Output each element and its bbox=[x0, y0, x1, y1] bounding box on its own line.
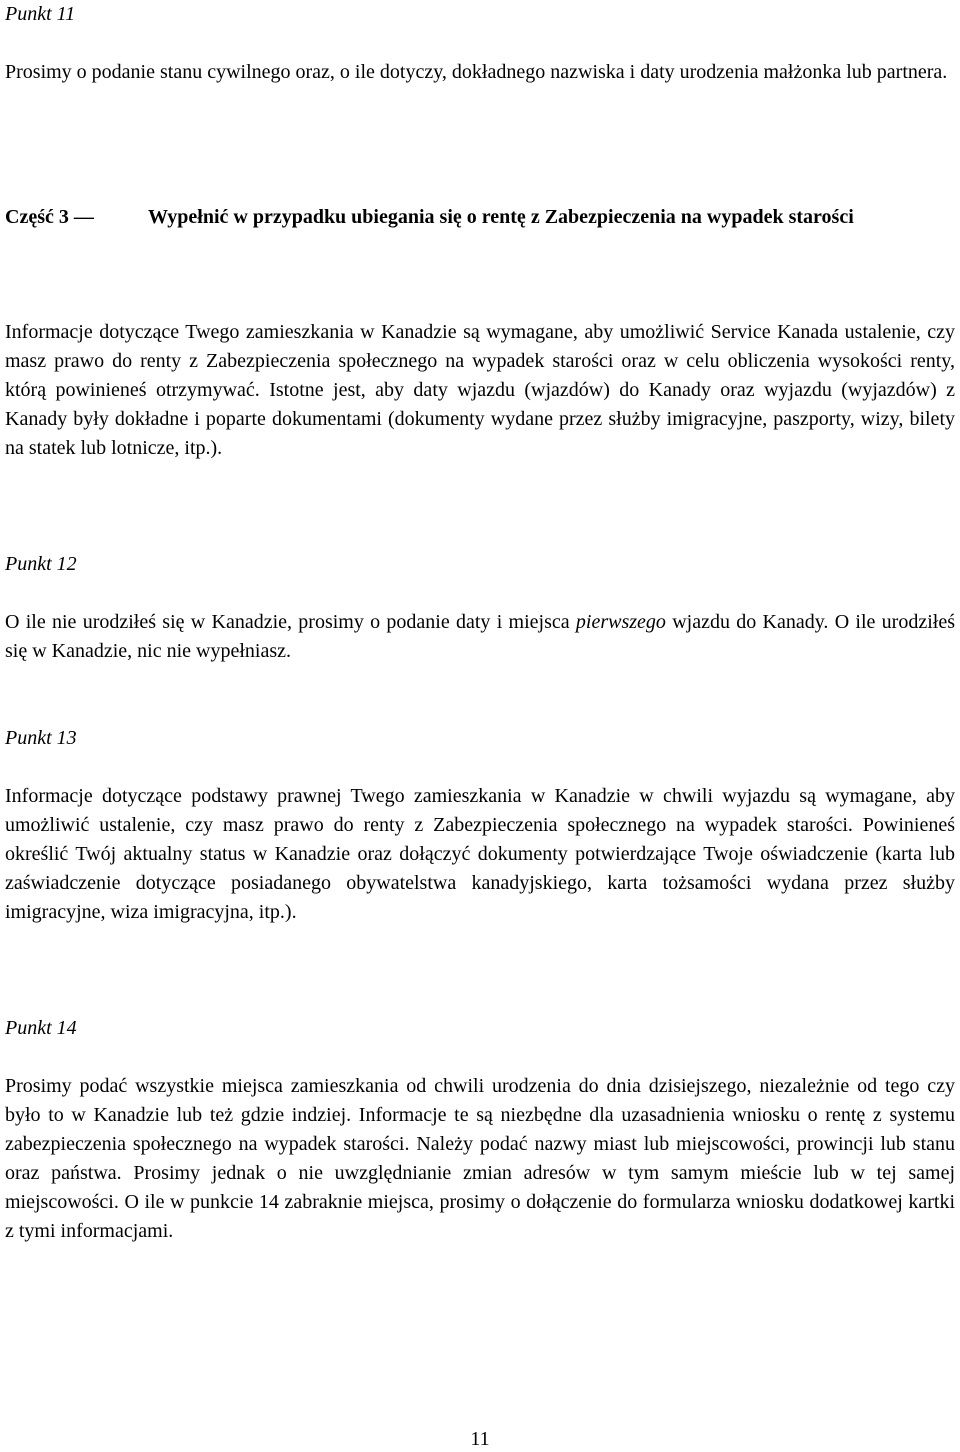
part-3-intro-block bbox=[5, 318, 955, 463]
punkt-12-text bbox=[5, 608, 955, 666]
section-punkt-12 bbox=[5, 550, 955, 579]
punkt-12-text-before: O ile nie urodziłeś się w Kanadzie, prosimy o podanie daty i miejsca bbox=[5, 611, 576, 633]
part-3-intro-text: Informacje dotyczące Twego zamieszkania w Kanadzie są wymagane, aby umożliwić Service Kanada ustalenie, czy masz prawo do renty z Zabezpieczenia społecznego na wypadek starości oraz w celu obliczenia wysokości renty, którą powinieneś otrzymywać. Istotne jest, aby daty wjazdu (wjazdów) do Kanady oraz wyjazdu (wyjazdów) z Kanady były dokładne i poparte dokumentami (dokumenty wydane przez służby imigracyjne, paszporty, wizy, bilety na statek lub lotnicze, itp.). bbox=[5, 321, 955, 459]
punkt-12-text-after: wjazdu do Kanady. O ile urodziłeś się w Kanadzie, nic nie wypełniasz. bbox=[5, 611, 955, 662]
section-punkt-13 bbox=[5, 724, 955, 753]
part-3-title-text: Wypełnić w przypadku ubiegania się o rentę z Zabezpieczenia na wypadek starości bbox=[148, 206, 854, 228]
part-3-title-block bbox=[5, 203, 955, 232]
punkt-14-text: Prosimy podać wszystkie miejsca zamieszkania od chwili urodzenia do dnia dzisiejszego, niezależnie od tego czy było to w Kanadzie lub też gdzie indziej. Informacje te są niezbędne dla uzasadnienia wniosku o rentę z systemu zabezpieczenia społecznego na wypadek starości. Należy podać nazwy miast lub miejscowości, prowincji lub stanu oraz państwa. Prosimy jednak o nie uwzględnianie zmian adresów w tym samym mieście lub w tej samej miejscowości. O ile w punkcie 14 zabraknie miejsca, prosimy o dołączenie do formularza wniosku dodatkowej kartki z tymi informacjami. bbox=[5, 1075, 955, 1242]
part-3-title bbox=[5, 203, 955, 232]
punkt-12-body bbox=[5, 608, 955, 666]
punkt-11-heading: Punkt 11 bbox=[5, 3, 76, 25]
punkt-12-text-emphasis: pierwszego bbox=[575, 611, 666, 633]
punkt-13-heading: Punkt 13 bbox=[5, 727, 77, 749]
punkt-13-body bbox=[5, 782, 955, 927]
punkt-11-text: Prosimy o podanie stanu cywilnego oraz, o ile dotyczy, dokładnego nazwiska i daty urodzenia małżonka lub partnera. bbox=[5, 61, 948, 83]
part-3-number: Część 3 — bbox=[5, 206, 94, 228]
page-number: 11 bbox=[470, 1428, 490, 1450]
section-punkt-11 bbox=[5, 0, 955, 29]
section-punkt-14 bbox=[5, 1014, 955, 1043]
punkt-13-text: Informacje dotyczące podstawy prawnej Twego zamieszkania w Kanadzie w chwili wyjazdu są wymagane, aby umożliwić ustalenie, czy masz prawo do renty z Zabezpieczenia społecznego na wypadek starości. Powinieneś określić Twój aktualny status w Kanadzie oraz dołączyć dokumenty potwierdzające Twoje oświadczenie (karta lub zaświadczenie dotyczące posiadanego obywatelstwa kanadyjskiego, karta tożsamości wydana przez służby imigracyjne, wiza imigracyjna, itp.). bbox=[5, 785, 955, 923]
punkt-12-heading: Punkt 12 bbox=[5, 553, 77, 575]
punkt-14-body bbox=[5, 1072, 955, 1246]
punkt-14-heading: Punkt 14 bbox=[5, 1017, 77, 1039]
punkt-11-body bbox=[5, 58, 955, 87]
